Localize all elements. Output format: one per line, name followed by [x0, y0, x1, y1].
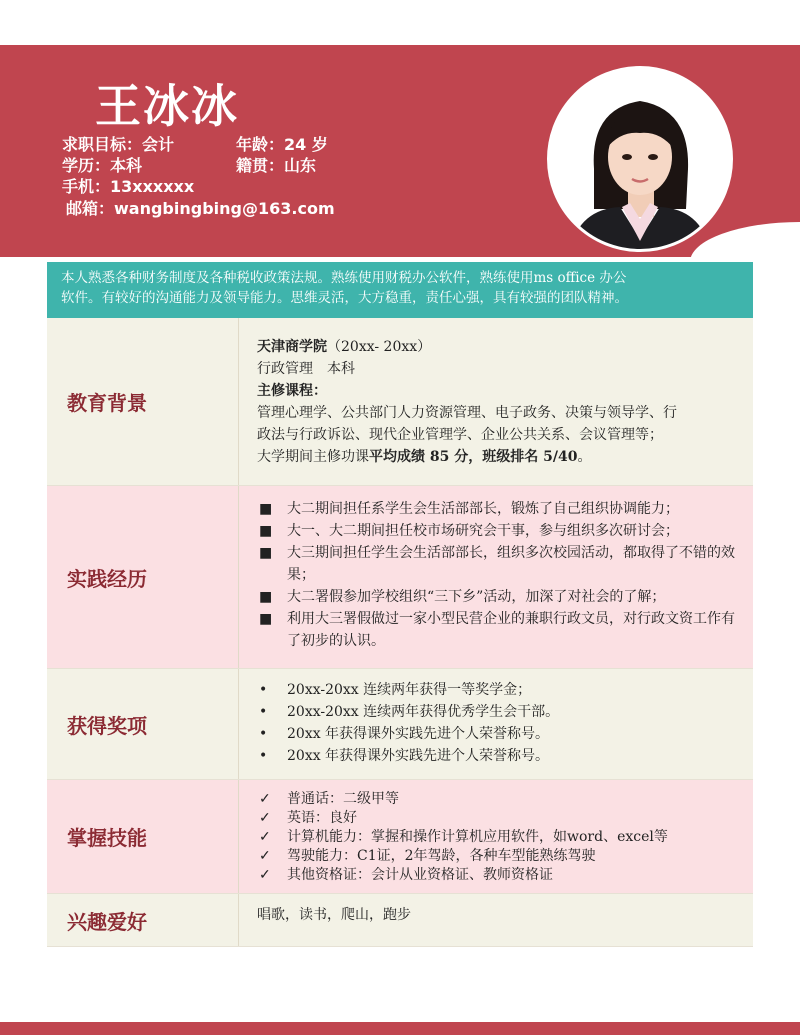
grade-suffix: 。: [577, 449, 592, 465]
section-label-hobbies: 兴趣爱好: [47, 894, 239, 946]
square-bullet-icon: ■: [259, 611, 273, 627]
dot-bullet-icon: •: [259, 726, 268, 742]
education-body: [257, 336, 737, 468]
age: 年龄：24 岁: [236, 135, 328, 154]
list-item-text: 20xx-20xx 连续两年获得优秀学生会干部。: [287, 704, 560, 720]
list-item-text: 普通话：二级甲等: [287, 791, 399, 807]
list-item-text: 驾驶能力：C1证，2年驾龄，各种车型能熟练驾驶: [287, 848, 596, 864]
grade-value: 平均成绩 85 分，班级排名 5/40: [369, 449, 578, 465]
list-item: [257, 847, 737, 866]
list-item: [257, 608, 737, 652]
section-awards: [47, 669, 753, 780]
courses-title: 主修课程：: [257, 383, 327, 399]
list-item: [257, 723, 737, 745]
section-label-practice: 实践经历: [47, 486, 239, 668]
list-item-text: 大二期间担任系学生会生活部部长，锻炼了自己组织协调能力；: [287, 501, 679, 517]
section-hobbies: [47, 894, 753, 947]
major: 行政管理 本科: [257, 361, 355, 377]
email: 邮箱：wangbingbing@163.com: [66, 199, 335, 218]
awards-list: [257, 679, 737, 767]
self-summary: [47, 262, 753, 318]
hometown: 籍贯：山东: [236, 156, 317, 175]
list-item: [257, 586, 737, 608]
list-item-text: 大一、大二期间担任校市场研究会干事，参与组织多次研讨会；: [287, 523, 679, 539]
checkmark-icon: ✓: [259, 848, 271, 864]
list-item-text: 大二署假参加学校组织“三下乡”活动，加深了对社会的了解；: [287, 589, 666, 605]
school-name: 天津商学院: [257, 339, 327, 355]
section-education: [47, 318, 753, 486]
list-item-text: 计算机能力：掌握和操作计算机应用软件，如word、excel等: [287, 829, 668, 845]
list-item: [257, 809, 737, 828]
section-label-awards: 获得奖项: [47, 669, 239, 779]
skills-list: [257, 790, 737, 885]
list-item-text: 其他资格证：会计从业资格证、教师资格证: [287, 867, 553, 883]
list-item-text: 大三期间担任学生会生活部部长，组织多次校园活动，都取得了不错的效果；: [287, 545, 735, 583]
checkmark-icon: ✓: [259, 791, 271, 807]
square-bullet-icon: ■: [259, 523, 273, 539]
section-skills: [47, 780, 753, 894]
job-target: 求职目标：会计: [62, 135, 175, 154]
profile-photo: [547, 66, 733, 252]
candidate-name: 王冰冰: [95, 79, 239, 133]
list-item: [257, 866, 737, 885]
list-item: [257, 828, 737, 847]
list-item: [257, 790, 737, 809]
dot-bullet-icon: •: [259, 704, 268, 720]
hobbies-text: 唱歌，读书，爬山，跑步: [257, 907, 411, 923]
list-item-text: 20xx 年获得课外实践先进个人荣誉称号。: [287, 748, 550, 764]
summary-line: 本人熟悉各种财务制度及各种税收政策法规。熟练使用财税办公软件，熟练使用ms office 办公: [61, 270, 627, 286]
list-item: [257, 679, 737, 701]
list-item-text: 20xx-20xx 连续两年获得一等奖学金；: [287, 682, 532, 698]
square-bullet-icon: ■: [259, 501, 273, 517]
footer-bar: [0, 1022, 800, 1035]
list-item-text: 20xx 年获得课外实践先进个人荣誉称号。: [287, 726, 550, 742]
grade-line: [257, 446, 737, 468]
checkmark-icon: ✓: [259, 867, 271, 883]
profile-photo-illustration: [550, 69, 730, 249]
list-item: [257, 745, 737, 767]
grade-prefix: 大学期间主修功课: [257, 449, 369, 465]
education-level: 学历：本科: [62, 156, 143, 175]
list-item: [257, 498, 737, 520]
section-label-education: 教育背景: [47, 318, 239, 485]
school-line: [257, 336, 737, 358]
checkmark-icon: ✓: [259, 810, 271, 826]
phone: 手机：13xxxxxx: [62, 177, 195, 196]
list-item: [257, 701, 737, 723]
section-label-skills: 掌握技能: [47, 780, 239, 893]
dot-bullet-icon: •: [259, 682, 268, 698]
school-years: （20xx- 20xx）: [327, 339, 432, 355]
summary-line: 软件。有较好的沟通能力及领导能力。思维灵活，大方稳重，责任心强，具有较强的团队精神。: [61, 290, 628, 306]
list-item: [257, 542, 737, 586]
list-item: [257, 520, 737, 542]
square-bullet-icon: ■: [259, 589, 273, 605]
dot-bullet-icon: •: [259, 748, 268, 764]
courses-line: 政法与行政诉讼、现代企业管理学、企业公共关系、会议管理等；: [257, 427, 663, 443]
practice-list: [257, 498, 737, 652]
section-practice: [47, 486, 753, 669]
checkmark-icon: ✓: [259, 829, 271, 845]
list-item-text: 英语：良好: [287, 810, 357, 826]
courses-line: 管理心理学、公共部门人力资源管理、电子政务、决策与领导学、行: [257, 405, 677, 421]
square-bullet-icon: ■: [259, 545, 273, 561]
list-item-text: 利用大三署假做过一家小型民营企业的兼职行政文员，对行政文资工作有了初步的认识。: [287, 611, 735, 649]
